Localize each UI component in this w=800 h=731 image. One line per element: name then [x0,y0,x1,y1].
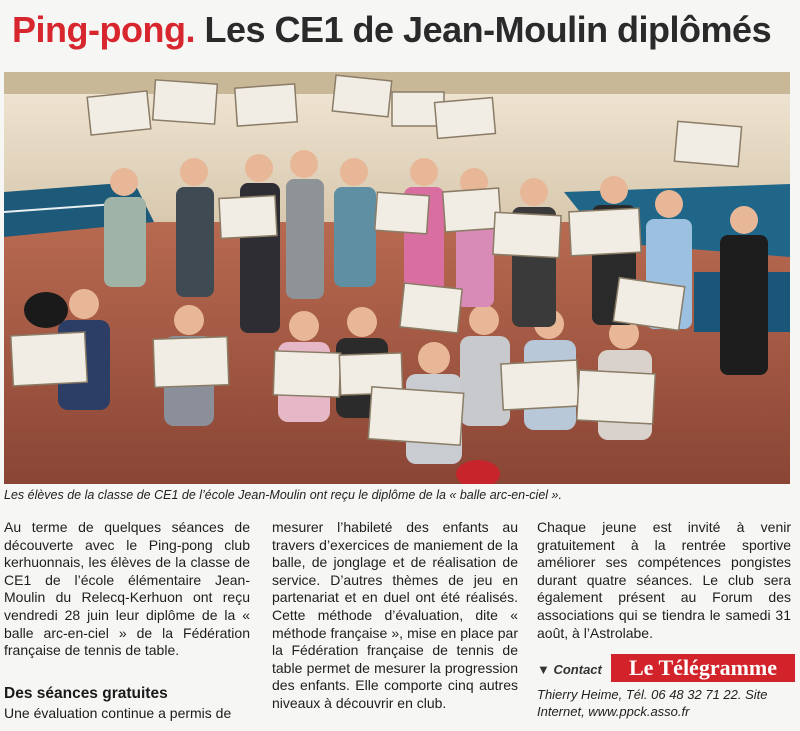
article-paragraph-1: Au terme de quelques séances de découverte avec le Ping-pong club kerhuonnais, les élèves de la classe de CE1 de l’école élémentaire Jean-Moulin du Relecq-Kerhuon ont reçu vendredi 28 juin leur diplôme de la « balle arc-en-ciel » de la Fédération française de tennis de table. [4,519,250,659]
article-photo [4,72,790,484]
article-column-2 [272,519,518,713]
photo-caption: Les élèves de la classe de CE1 de l’école Jean-Moulin ont reçu le diplôme de la « balle arc-en-ciel ». [4,488,562,502]
headline [12,8,792,52]
contact-info: Thierry Heime, Tél. 06 48 32 71 22. Site Internet, www.ppck.asso.fr [537,687,768,719]
photo-illustration [4,72,790,484]
article-paragraph-3: Chaque jeune est invité à venir gratuitement à la rentrée sportive améliorer ses compétences pongistes durant quatre séances. Le club sera également présent au Forum des associations qui se tiendra le samedi 31 août, à l’Astrolabe. [537,519,791,641]
article-column-1 [4,519,250,660]
article-column-1-tail: Une évaluation continue a permis de [4,705,232,721]
article-column-3 [537,519,791,642]
contact-label: ▼ Contact [537,662,602,677]
article-subhead: Des séances gratuites [4,685,168,702]
headline-kicker: Ping-pong. [12,9,195,50]
ceiling-band [4,72,790,94]
headline-title: Les CE1 de Jean-Moulin diplômés [204,9,772,50]
article-paragraph-2: mesurer l’habileté des enfants au travers d’exercices de maniement de la balle, de jonglage et de réalisation de service. D’autres thèmes de jeu en partenariat et en duel ont été réalisés. Cette méthode d’évaluation, dite « méthode française », mise en place par la Fédération française de tennis de table permet de mesurer la progression des enfants. Elle comporte cinq autres niveaux à découvrir en club. [272,519,518,711]
le-telegramme-logo: Le Télégramme [611,654,795,682]
contact-row [537,654,795,682]
